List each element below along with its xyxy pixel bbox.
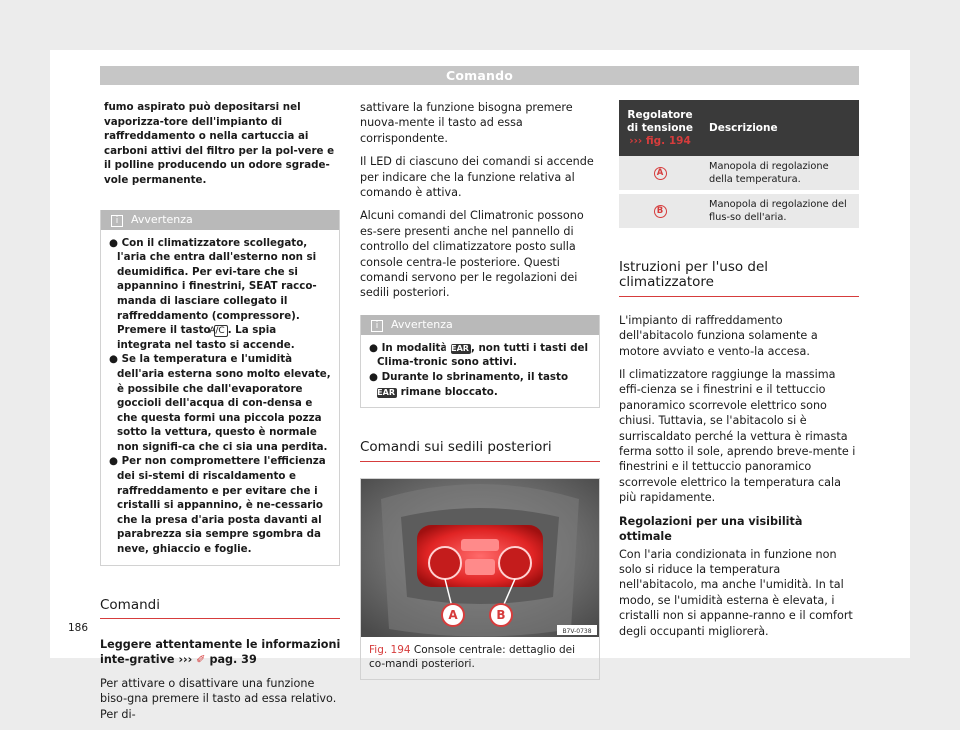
figure-code: B7V-0738 [562,627,592,635]
ref-link[interactable]: ››› [178,653,193,667]
section-title-instructions: Istruzioni per l'uso del climatizzatore [619,260,859,297]
paragraph: Con l'aria condizionata in funzione non solo si riduce la temperatura nell'abitacolo, ma anche l'umidità. In tal modo, se l'umidità esterna è elevata, i cristalli non si appanne-ranno e il comfort degli occupanti migliorerà. [619,547,853,638]
table-header-regulator: Regolatore di tensione ››› fig. 194 [619,100,701,156]
table-cell: Manopola di regolazione del flus-so dell'aria. [701,192,859,228]
table-row [619,192,859,228]
notice-bullet: ● Con il climatizzatore scollegato, l'aria che entra dall'esterno non si deumidifica. Per evi-tare che si appannino i finestrini, SEAT racco-manda di lasciare collegato il raffreddamento (compressore). Premere il tasto A/C . La spia integrata nel tasto si accende. [109,236,317,351]
ac-key-icon: A/C [214,325,227,337]
paragraph: Alcuni comandi del Climatronic possono es-sere presenti anche nel pannello di controllo del climatizzatore posto sulla console centra-le posteriore. Questi comandi servono per le regolazioni dei sedili posteriori. [360,209,584,300]
notice-header [101,210,339,230]
notice-title: Avvertenza [131,212,193,226]
paragraph: Il LED di ciascuno dei comandi si accende per indicare che la funzione relativa al comando è attiva. [360,155,594,200]
column-3 [619,100,859,647]
info-icon: i [111,215,123,227]
notice-bullet: ● Per non compromettere l'efficienza dei si-stemi di riscaldamento e raffreddamento e per evitare che i cristalli si appannino, è ne-cessario che la presa d'aria posta davanti al parabrezza sia sempre sgombra da neve, ghiaccio e foglie. [109,455,326,556]
table-cell: Manopola di regolazione della temperatura. [701,156,859,192]
table-header-description: Descrizione [701,100,859,156]
figure-caption: Fig. 194 Console centrale: dettaglio dei co-mandi posteriori. [369,643,576,670]
figure-label-b: B [496,607,506,622]
book-icon: ✐ [196,653,206,667]
notice-title: Avvertenza [391,317,453,331]
column-2 [360,100,602,680]
figure-194 [360,478,600,680]
table-row [619,156,859,192]
paragraph: Per attivare o disattivare una funzione biso-gna premere il tasto ad essa relativo. Per di- [100,676,337,721]
figure-label-a: A [448,607,458,622]
rear-key-icon: REAR [371,387,395,397]
intro-paragraph: fumo aspirato può depositarsi nel vaporizza-tore dell'impianto di raffreddamento o nella cartuccia ai carboni attivi del filtro per la pol-vere e il polline producendo un odore sgrade-vole permanente. [104,101,335,186]
notice-box [360,315,600,408]
controls-table [619,100,859,228]
notice-box [100,210,340,566]
paragraph: L'impianto di raffreddamento dell'abitacolo funziona solamente a motore avviato e vento-la accesa. [619,313,818,358]
paragraph: Il climatizzatore raggiunge la massima effi-cienza se i finestrini e il tettuccio panoramico scorrevole elettrico sono chiusi. Tuttavia, se l'abitacolo si è surriscaldato perché la vettura è rimasta ferma sotto il sole, aprendo breve-mente i finestrini e il tettuccio panoramico scorrevole elettrico la temperatura cala più rapidamente. [619,368,856,505]
section-title-comandi: Comandi [100,598,340,619]
page-number: 186 [68,622,89,634]
column-1 [100,100,343,730]
console-photo [361,479,599,637]
read-info-paragraph: Leggere attentamente le informazioni inte-grative ››› ✐ pag. 39 [100,638,341,667]
fig-ref-link[interactable]: ››› fig. 194 [629,134,691,147]
notice-header [361,315,599,335]
page-ref-link[interactable]: pag. 39 [209,653,257,667]
info-icon: i [371,320,383,332]
section-title-rear: Comandi sui sedili posteriori [360,440,600,461]
notice-bullet: ● Durante lo sbrinamento, il tasto REAR rimane bloccato. [369,371,569,398]
key-b: B [654,205,667,218]
figure-number: Fig. 194 [369,643,411,656]
page-header: Comando [100,66,859,85]
key-a: A [654,167,667,180]
subheading: Regolazioni per una visibilità ottimale [619,514,803,544]
paragraph: sattivare la funzione bisogna premere nuova-mente il tasto ad essa corrispondente. [360,101,573,145]
notice-bullet: ● In modalità REAR , non tutti i tasti del Clima-tronic sono attivi. [369,341,589,369]
rear-key-icon: REAR [444,343,469,353]
notice-bullet: ● Se la temperatura e l'umidità dell'aria esterna sono molto elevate, è possibile che dall'evaporatore goccioli dell'acqua di con-densa e che questa formi una piccola pozza sotto la vettura, questo è normale non signifi-ca che ci sia una perdita. [109,353,331,453]
